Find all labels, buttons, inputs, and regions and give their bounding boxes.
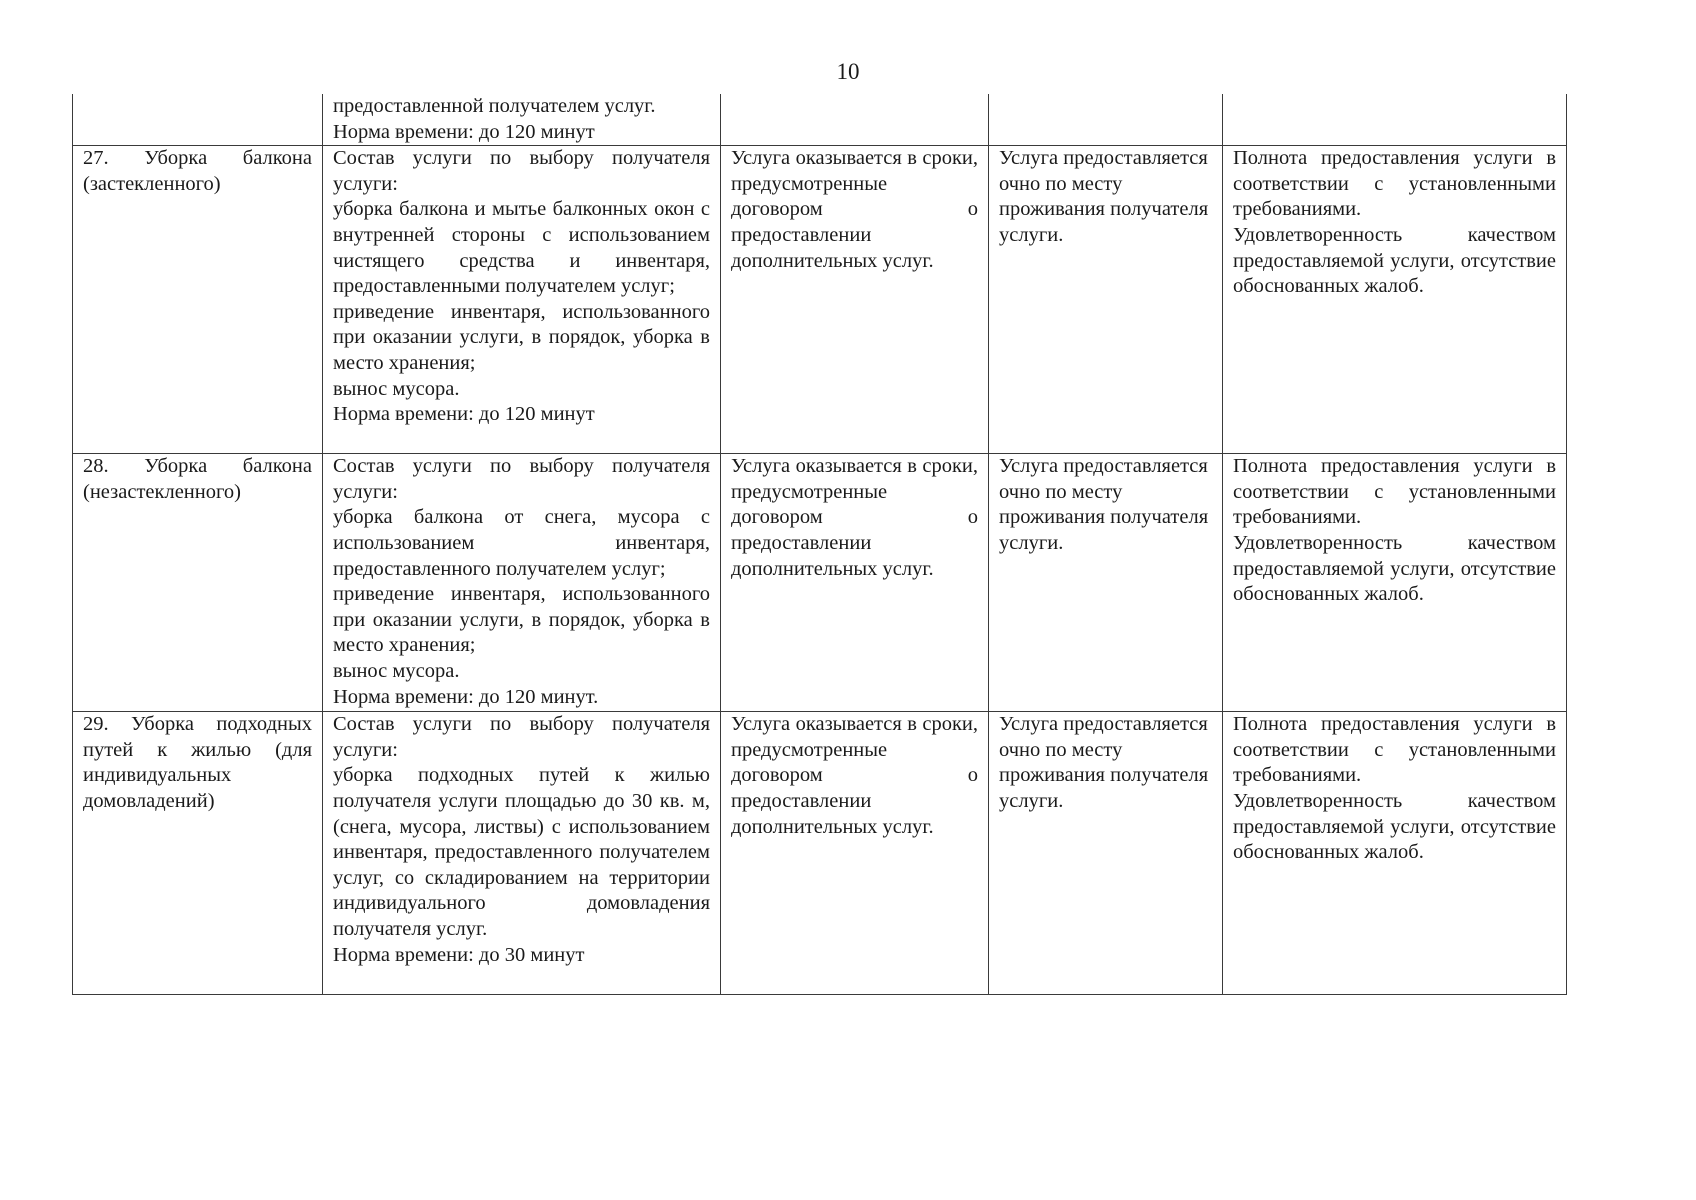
quality-line: Полнота предоставления услуги в соответствии с установленными требованиями. <box>1233 713 1556 787</box>
service-terms-cell <box>721 94 989 146</box>
service-composition-cell <box>323 146 721 454</box>
service-name-cell: 27. Уборка балкона (застекленного) <box>73 146 323 454</box>
service-conditions-cell <box>989 94 1223 146</box>
service-conditions-cell: Услуга предоставляется очно по месту проживания получателя услуги. <box>989 146 1223 454</box>
quality-line: Полнота предоставления услуги в соответствии с установленными требованиями. <box>1233 147 1556 221</box>
composition-line: Состав услуги по выбору получателя услуги: <box>333 713 710 761</box>
service-terms-cell: Услуга оказывается в сроки, предусмотренные договором о предоставлении дополнительных услуг. <box>721 146 989 454</box>
composition-line: приведение инвентаря, использованного при оказании услуги, в порядок, уборка в место хранения; <box>333 583 710 657</box>
service-terms-cell: Услуга оказывается в сроки, предусмотренные договором о предоставлении дополнительных услуг. <box>721 712 989 995</box>
service-terms-cell: Услуга оказывается в сроки, предусмотренные договором о предоставлении дополнительных услуг. <box>721 454 989 712</box>
table-row-29 <box>73 712 1567 995</box>
service-composition-cell <box>323 454 721 712</box>
composition-line: Норма времени: до 120 минут <box>333 120 595 143</box>
service-name-cell: 28. Уборка балкона (незастекленного) <box>73 454 323 712</box>
service-conditions-cell: Услуга предоставляется очно по месту проживания получателя услуги. <box>989 712 1223 995</box>
quality-line: Полнота предоставления услуги в соответствии с установленными требованиями. <box>1233 455 1556 529</box>
composition-line: уборка балкона и мытье балконных окон с внутренней стороны с использованием чистящего средства и инвентаря, предоставленными получателем услуг; <box>333 198 710 298</box>
service-quality-cell <box>1223 146 1567 454</box>
table-row-28 <box>73 454 1567 712</box>
composition-line: вынос мусора. <box>333 377 460 400</box>
service-composition-cell <box>323 94 721 146</box>
service-name-cell: 29. Уборка подходных путей к жилью (для индивидуальных домовладений) <box>73 712 323 995</box>
composition-line: предоставленной получателем услуг. <box>333 95 656 117</box>
composition-line: Норма времени: до 120 минут. <box>333 685 599 708</box>
composition-line: Состав услуги по выбору получателя услуги: <box>333 455 710 503</box>
composition-line: Норма времени: до 120 минут <box>333 403 595 426</box>
composition-line: приведение инвентаря, использованного при оказании услуги, в порядок, уборка в место хранения; <box>333 300 710 374</box>
service-quality-cell <box>1223 712 1567 995</box>
composition-line: уборка балкона от снега, мусора с использованием инвентаря, предоставленного получателем услуг; <box>333 506 710 580</box>
service-composition-cell <box>323 712 721 995</box>
quality-line: Удовлетворенность качеством предоставляемой услуги, отсутствие обоснованных жалоб. <box>1233 223 1556 298</box>
page-number: 10 <box>836 59 860 84</box>
composition-line: вынос мусора. <box>333 659 460 682</box>
composition-line: Состав услуги по выбору получателя услуги: <box>333 147 710 195</box>
service-name-cell <box>73 94 323 146</box>
quality-line: Удовлетворенность качеством предоставляемой услуги, отсутствие обоснованных жалоб. <box>1233 531 1556 606</box>
composition-line: Норма времени: до 30 минут <box>333 943 585 966</box>
service-conditions-cell: Услуга предоставляется очно по месту проживания получателя услуги. <box>989 454 1223 712</box>
table-row-carry-over <box>73 94 1567 146</box>
quality-line: Удовлетворенность качеством предоставляемой услуги, отсутствие обоснованных жалоб. <box>1233 789 1556 864</box>
service-quality-cell <box>1223 94 1567 146</box>
services-table <box>72 94 1567 995</box>
composition-line: уборка подходных путей к жилью получателя услуги площадью до 30 кв. м, (снега, мусора, листвы) с использованием инвентаря, предоставленного получателем услуг, со складированием на территории индивидуального домовладения получателя услуг. <box>333 764 710 940</box>
service-quality-cell <box>1223 454 1567 712</box>
table-row-27 <box>73 146 1567 454</box>
